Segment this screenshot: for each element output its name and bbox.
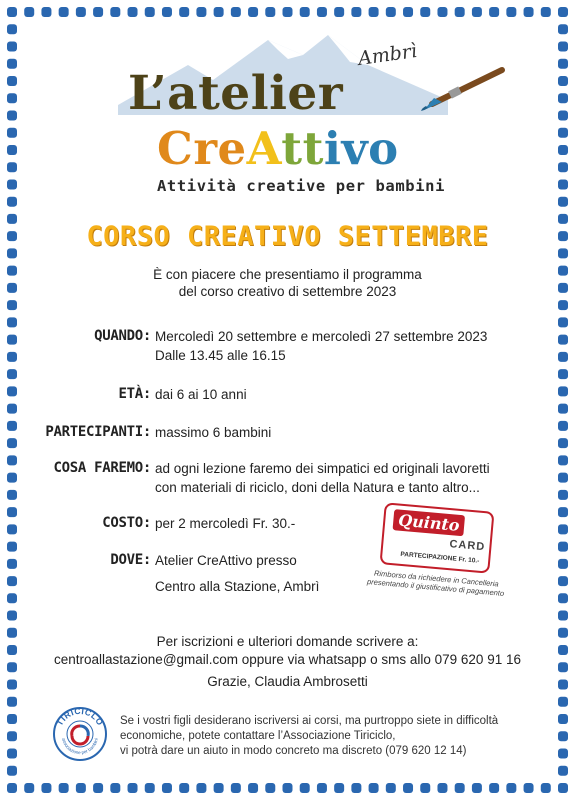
detail-quando (0, 327, 575, 367)
eta-value: dai 6 ai 10 anni (155, 387, 247, 402)
border-dot (59, 783, 69, 793)
tiriciclo-tagline: associazione per bambini (61, 737, 99, 756)
footer-line-3: vi potrà dare un aiuto in modo concreto ma discreto (079 620 12 14) (120, 745, 467, 757)
border-dot (7, 317, 17, 327)
border-dot (128, 783, 138, 793)
border-dot (248, 783, 258, 793)
atelier-logo (0, 0, 575, 210)
border-dot (7, 714, 17, 724)
paintbrush-icon (420, 62, 510, 112)
border-dot (24, 783, 34, 793)
quinto-logo: Quinto (393, 509, 466, 536)
quinto-participation: PARTECIPAZIONE Fr. 10.- (400, 550, 480, 565)
border-dot (558, 300, 568, 310)
border-dot (7, 300, 17, 310)
border-dot (7, 369, 17, 379)
dove-line-1: Atelier CreAttivo presso (155, 553, 297, 568)
logo-part-cre: Cre (157, 122, 247, 175)
footer-text (120, 714, 550, 759)
logo-subtitle: Attività creative per bambini (157, 177, 446, 195)
border-dot (558, 317, 568, 327)
border-dot (231, 783, 241, 793)
border-dot (558, 749, 568, 759)
location-tag: Ambrì (356, 39, 419, 71)
border-dot (162, 783, 172, 793)
logo-part-tt: tt (281, 122, 324, 175)
cosa-faremo-label: COSA FAREMO: (53, 460, 151, 476)
border-dot (265, 783, 275, 793)
course-title: CORSO CREATIVO SETTEMBRE (86, 221, 489, 252)
tiriciclo-name: TIRICICLO (54, 706, 106, 728)
border-dot (455, 783, 465, 793)
border-dot (214, 783, 224, 793)
border-dot (351, 783, 361, 793)
border-dot (179, 783, 189, 793)
border-dot (506, 783, 516, 793)
border-dot (558, 697, 568, 707)
tiriciclo-logo (52, 706, 108, 762)
border-dot (489, 783, 499, 793)
intro-line-2: del corso creativo di settembre 2023 (178, 284, 397, 299)
quando-dates: Mercoledì 20 settembre e mercoledì 27 settembre 2023 (155, 329, 488, 344)
contact-signature: Grazie, Claudia Ambrosetti (207, 674, 368, 689)
footer-line-1: Se i vostri figli desiderano iscriversi ai corsi, ma purtroppo siete in difficoltà (120, 715, 499, 727)
border-dot (145, 783, 155, 793)
quando-label: QUANDO: (94, 328, 151, 344)
border-dot (558, 714, 568, 724)
border-dot (541, 783, 551, 793)
border-dot (93, 783, 103, 793)
costo-value: per 2 mercoledì Fr. 30.- (155, 516, 296, 531)
eta-label: ETÀ: (118, 386, 151, 402)
cosa-faremo-line-2: con materiali di riciclo, doni della Natura e tanto altro... (155, 480, 480, 495)
border-dot (7, 749, 17, 759)
border-dot (7, 404, 17, 414)
dove-label: DOVE: (110, 552, 151, 568)
cosa-faremo-line-1: ad ogni lezione faremo dei simpatici ed originali lavoretti (155, 461, 490, 476)
quinto-card (380, 502, 495, 573)
border-dot (403, 783, 413, 793)
border-dot (110, 783, 120, 793)
costo-label: COSTO: (102, 515, 151, 531)
logo-title-line1: L’atelier (128, 66, 344, 121)
border-dot (317, 783, 327, 793)
contact-line-1: Per iscrizioni e ulteriori domande scrivere a: (156, 634, 419, 649)
border-dot (437, 783, 447, 793)
border-dot (558, 404, 568, 414)
intro-line-1: È con piacere che presentiamo il programma (153, 267, 422, 282)
border-dot (7, 783, 17, 793)
border-dot (386, 783, 396, 793)
contact-line-2: centroallastazione@gmail.com oppure via whatsapp o sms allo 079 620 91 16 (54, 652, 521, 667)
border-dot (7, 611, 17, 621)
border-dot (76, 783, 86, 793)
border-dot (283, 783, 293, 793)
border-dot (41, 783, 51, 793)
border-dot (558, 783, 568, 793)
quinto-card-badge (360, 507, 510, 602)
dove-line-2: Centro alla Stazione, Ambrì (155, 579, 320, 594)
border-dot (196, 783, 206, 793)
border-dot (472, 783, 482, 793)
contact-block (0, 633, 575, 691)
border-dot (7, 697, 17, 707)
quinto-note: Rimborso da richiedere in Cancelleria presentando il giustificativo di pagamento (366, 568, 505, 598)
footer-line-2: economiche, potete contattare l’Associazione Tiriciclo, (120, 730, 396, 742)
border-dot (420, 783, 430, 793)
quando-time: Dalle 13.45 alle 16.15 (155, 348, 286, 363)
detail-partecipanti (0, 423, 575, 443)
detail-eta (0, 385, 575, 405)
border-dot (524, 783, 534, 793)
quinto-card-label: CARD (448, 538, 486, 554)
border-dot (7, 766, 17, 776)
border-dot (7, 731, 17, 741)
border-dot (334, 783, 344, 793)
logo-title-line2 (157, 122, 399, 175)
border-dot (558, 611, 568, 621)
border-dot (300, 783, 310, 793)
border-dot (558, 731, 568, 741)
border-dot (558, 766, 568, 776)
border-dot (558, 369, 568, 379)
border-dot (369, 783, 379, 793)
logo-part-a: A (246, 122, 282, 175)
intro-text (0, 266, 575, 300)
detail-cosa-faremo (0, 459, 575, 499)
partecipanti-label: PARTECIPANTI: (45, 424, 151, 440)
partecipanti-value: massimo 6 bambini (155, 425, 272, 440)
logo-part-ivo: ivo (323, 122, 399, 175)
